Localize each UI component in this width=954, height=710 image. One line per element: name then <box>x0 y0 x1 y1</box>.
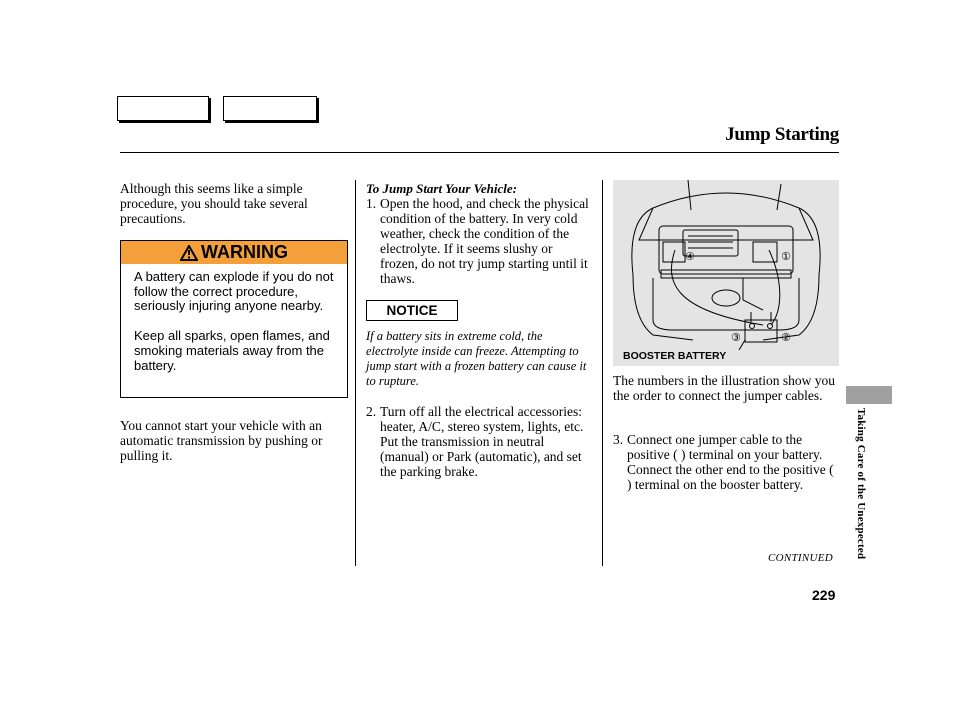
step-number: 3. <box>613 432 624 447</box>
marker-2: ② <box>781 331 791 344</box>
step-2 <box>366 404 590 479</box>
notice-label: NOTICE <box>366 300 458 321</box>
warning-paragraph: Keep all sparks, open flames, and smoking materials away from the battery. <box>134 328 330 373</box>
engine-bay-drawing <box>613 180 839 366</box>
warning-label: WARNING <box>201 242 288 262</box>
step-3 <box>613 432 835 492</box>
step-1 <box>366 196 590 286</box>
page-title: Jump Starting <box>725 124 839 145</box>
warning-header <box>121 241 347 264</box>
notice-text: If a battery sits in extreme cold, the electrolyte inside can freeze. Attempting to jump start with a frozen battery can cause it to rupture. <box>366 329 587 388</box>
warning-paragraph: A battery can explode if you do not follow the correct procedure, seriously injuring anyone nearby. <box>134 269 334 314</box>
page-number: 229 <box>812 587 836 603</box>
step-text: Turn off all the electrical accessories: heater, A/C, stereo system, lights, etc. Put the transmission in neutral (manual) or Park (automatic), and set the parking brake. <box>380 404 584 479</box>
step-text: Connect one jumper cable to the positive ( ) terminal on your battery. Connect the other end to the positive ( ) terminal on the booster battery. <box>627 432 834 492</box>
column-divider-1 <box>355 180 356 566</box>
warning-triangle-icon <box>180 245 198 261</box>
nav-button-next[interactable] <box>223 96 317 121</box>
illustration-caption: The numbers in the illustration show you the order to connect the jumper cables. <box>613 373 835 403</box>
column-divider-2 <box>602 180 603 566</box>
intro-text: Although this seems like a simple procedure, you should take several precautions. <box>120 181 308 226</box>
step-text: Open the hood, and check the physical condition of the battery. In very cold weather, check the condition of the electrolyte. If it seems slushy or frozen, do not try jump starting until it thaws. <box>380 196 589 286</box>
step-number: 2. <box>366 404 377 419</box>
marker-3: ③ <box>731 331 741 344</box>
marker-1-left: ④ <box>685 250 695 263</box>
nav-button-previous[interactable] <box>117 96 209 121</box>
step-number: 1. <box>366 196 377 211</box>
marker-1-right: ① <box>781 250 791 263</box>
section-title: Taking Care of the Unexpected <box>855 408 867 560</box>
transmission-note: You cannot start your vehicle with an automatic transmission by pushing or pulling it. <box>120 418 323 463</box>
section-tab <box>846 386 892 404</box>
warning-box <box>120 240 348 398</box>
warning-body <box>121 264 347 373</box>
continued-label: CONTINUED <box>768 552 834 564</box>
engine-bay-illustration <box>613 180 839 366</box>
header-rule <box>120 152 839 153</box>
procedure-heading: To Jump Start Your Vehicle: <box>366 181 517 196</box>
booster-battery-label: BOOSTER BATTERY <box>623 350 727 362</box>
